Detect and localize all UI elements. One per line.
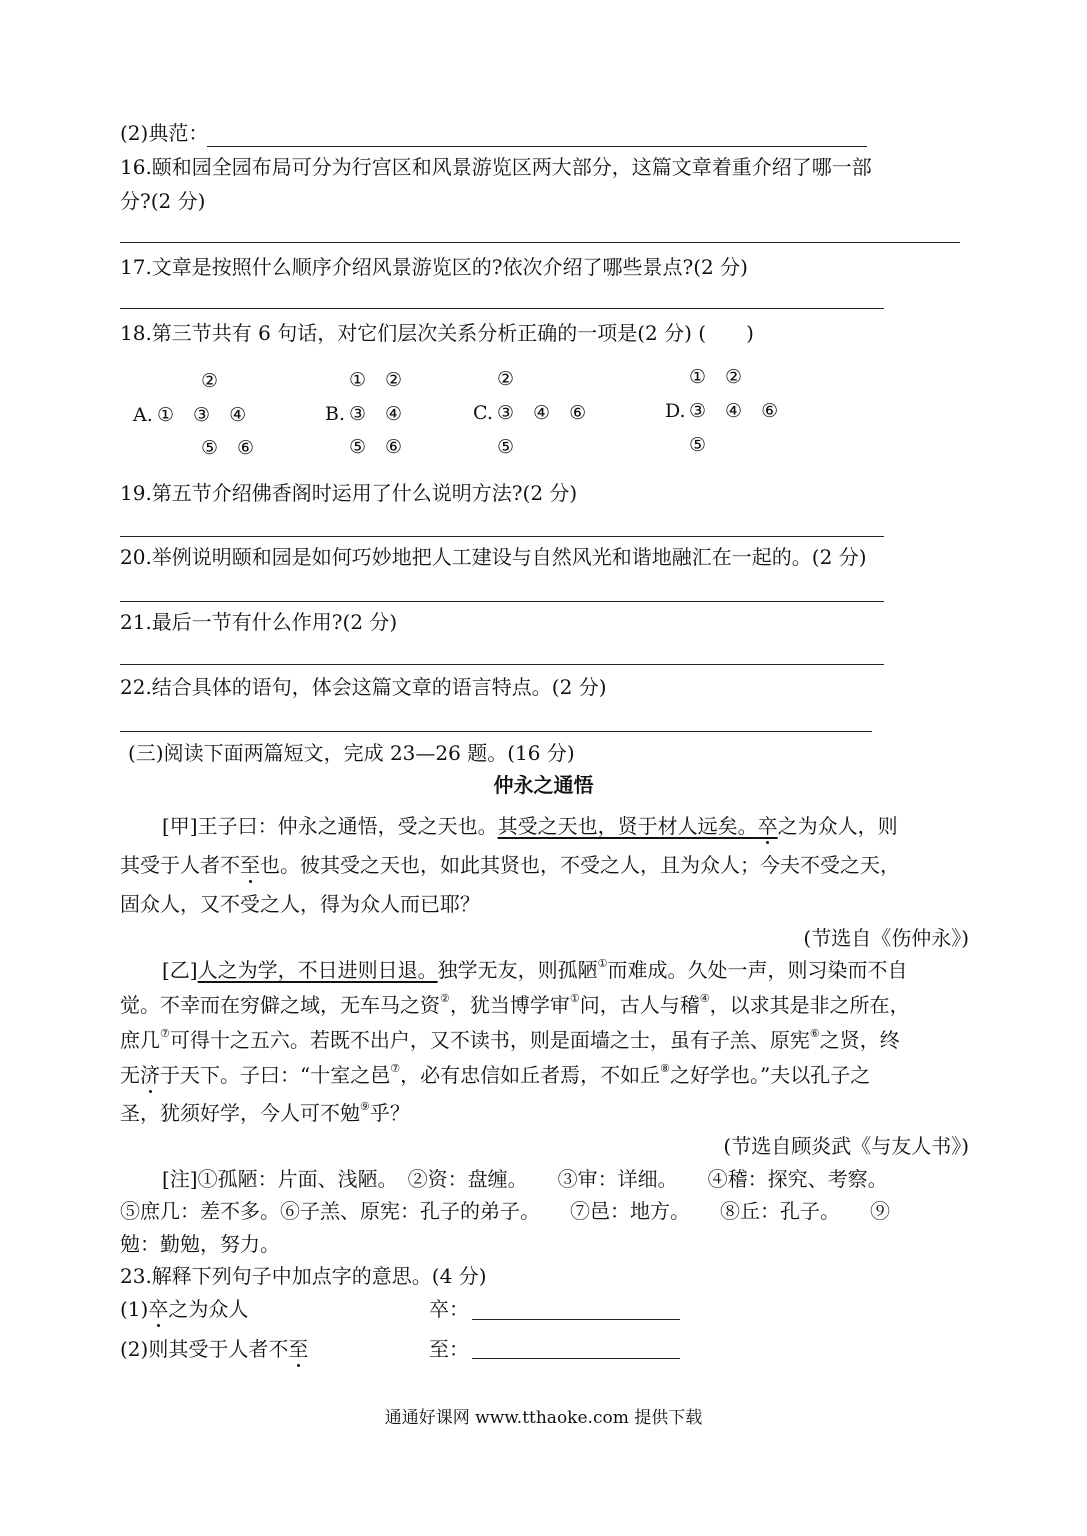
passage-a-line2: 其受于人者不至也。彼其受之天也，如此其贤也，不受之人，且为众人；今夫不受之天， bbox=[120, 853, 900, 877]
option-label: A. bbox=[133, 404, 153, 426]
q22-text: 22.结合具体的语句，体会这篇文章的语言特点。(2 分) bbox=[120, 675, 607, 699]
q23-text: 23.解释下列句子中加点字的意思。(4 分) bbox=[120, 1264, 487, 1288]
q23-item2-label: 至： bbox=[429, 1337, 469, 1361]
section-intro: (三)阅读下面两篇短文，完成 23—26 题。(16 分) bbox=[128, 741, 575, 765]
option-label: C. bbox=[473, 402, 493, 424]
passage-a-line1: [甲]王子曰：仲永之通悟，受之天也。其受之天也，贤于材人远矣。卒之为众人，则 bbox=[162, 814, 898, 838]
option-top: ① ② bbox=[689, 366, 743, 388]
answer-line[interactable] bbox=[120, 664, 884, 665]
answer-line[interactable] bbox=[472, 1358, 680, 1359]
option-bottom: ⑤ bbox=[497, 436, 515, 458]
passage-title: 仲永之通悟 bbox=[493, 773, 594, 797]
option-label: D. bbox=[665, 400, 686, 422]
passage-b-source: (节选自顾炎武《与友人书》) bbox=[723, 1134, 969, 1158]
footer-text: 通通好课网 www.tthaoke.com 提供下载 bbox=[384, 1408, 703, 1428]
answer-line[interactable] bbox=[120, 536, 884, 537]
option-mid: ③ ④ ⑥ bbox=[497, 402, 587, 424]
passage-b-line2: 觉。不幸而在穷僻之域，无车马之资②，犹当博学审①问，古人与稽④，以求其是非之所在， bbox=[120, 992, 910, 1017]
q15-label: (2)典范： bbox=[120, 121, 209, 145]
q16-line1: 16.颐和园全园布局可分为行宫区和风景游览区两大部分，这篇文章着重介绍了哪一部 bbox=[120, 155, 872, 179]
option-bottom: ⑤ ⑥ bbox=[201, 437, 255, 459]
answer-line[interactable] bbox=[472, 1319, 680, 1320]
q23-item1-label: 卒： bbox=[429, 1297, 469, 1321]
answer-line[interactable] bbox=[120, 308, 884, 309]
q18-text: 18.第三节共有 6 句话，对它们层次关系分析正确的一项是(2 分) ( ) bbox=[120, 321, 754, 345]
option-bottom: ⑤ bbox=[689, 434, 707, 456]
notes-line2: ⑤庶几：差不多。⑥子羔、原宪：孔子的弟子。 ⑦邑：地方。 ⑧丘：孔子。 ⑨ bbox=[120, 1199, 890, 1223]
option-mid: ③ ④ ⑥ bbox=[689, 400, 779, 422]
option-top: ② bbox=[201, 370, 219, 392]
notes-line3: 勉：勤勉，努力。 bbox=[120, 1232, 280, 1256]
answer-line[interactable] bbox=[120, 242, 960, 243]
passage-a-line3: 固众人，又不受之人，得为众人而已耶？ bbox=[120, 892, 480, 916]
option-mid: ① ③ ④ bbox=[157, 404, 247, 426]
answer-line[interactable] bbox=[120, 731, 872, 732]
q17-text: 17.文章是按照什么顺序介绍风景游览区的?依次介绍了哪些景点?(2 分) bbox=[120, 255, 748, 279]
passage-b-line4: 无济于天下。子曰：“十室之邑⑦，必有忠信如丘者焉，不如丘⑧之好学也。”夫以孔子之 bbox=[120, 1062, 871, 1087]
option-mid: ③ ④ bbox=[349, 403, 403, 425]
notes-line1: [注]①孤陋：片面、浅陋。 ②资：盘缠。 ③审：详细。 ④稽：探究、考察。 bbox=[162, 1167, 888, 1191]
passage-b-line1: [乙]人之为学，不日进则日退。独学无友，则孤陋①而难成。久处一声，则习染而不自 bbox=[162, 957, 908, 982]
answer-line[interactable] bbox=[207, 146, 867, 147]
option-bottom: ⑤ ⑥ bbox=[349, 436, 403, 458]
answer-line[interactable] bbox=[120, 601, 884, 602]
q19-text: 19.第五节介绍佛香阁时运用了什么说明方法?(2 分) bbox=[120, 481, 578, 505]
q23-item2: (2)则其受于人者不至 bbox=[120, 1337, 309, 1361]
passage-a-source: (节选自《伤仲永》) bbox=[803, 926, 969, 950]
option-label: B. bbox=[325, 403, 346, 425]
option-top: ① ② bbox=[349, 369, 403, 391]
q23-item1: (1)卒之为众人 bbox=[120, 1297, 249, 1321]
passage-b-line3: 庶几⑦可得十之五六。若既不出户，又不读书，则是面墙之士，虽有子羔、原宪⑥之贤，终 bbox=[120, 1027, 900, 1052]
q20-text: 20.举例说明颐和园是如何巧妙地把人工建设与自然风光和谐地融汇在一起的。(2 分) bbox=[120, 545, 867, 569]
passage-b-line5: 圣，犹须好学，今人可不勉⑨乎？ bbox=[120, 1100, 410, 1125]
q21-text: 21.最后一节有什么作用?(2 分) bbox=[120, 610, 398, 634]
q16-line2: 分?(2 分) bbox=[120, 189, 206, 213]
option-top: ② bbox=[497, 368, 515, 390]
